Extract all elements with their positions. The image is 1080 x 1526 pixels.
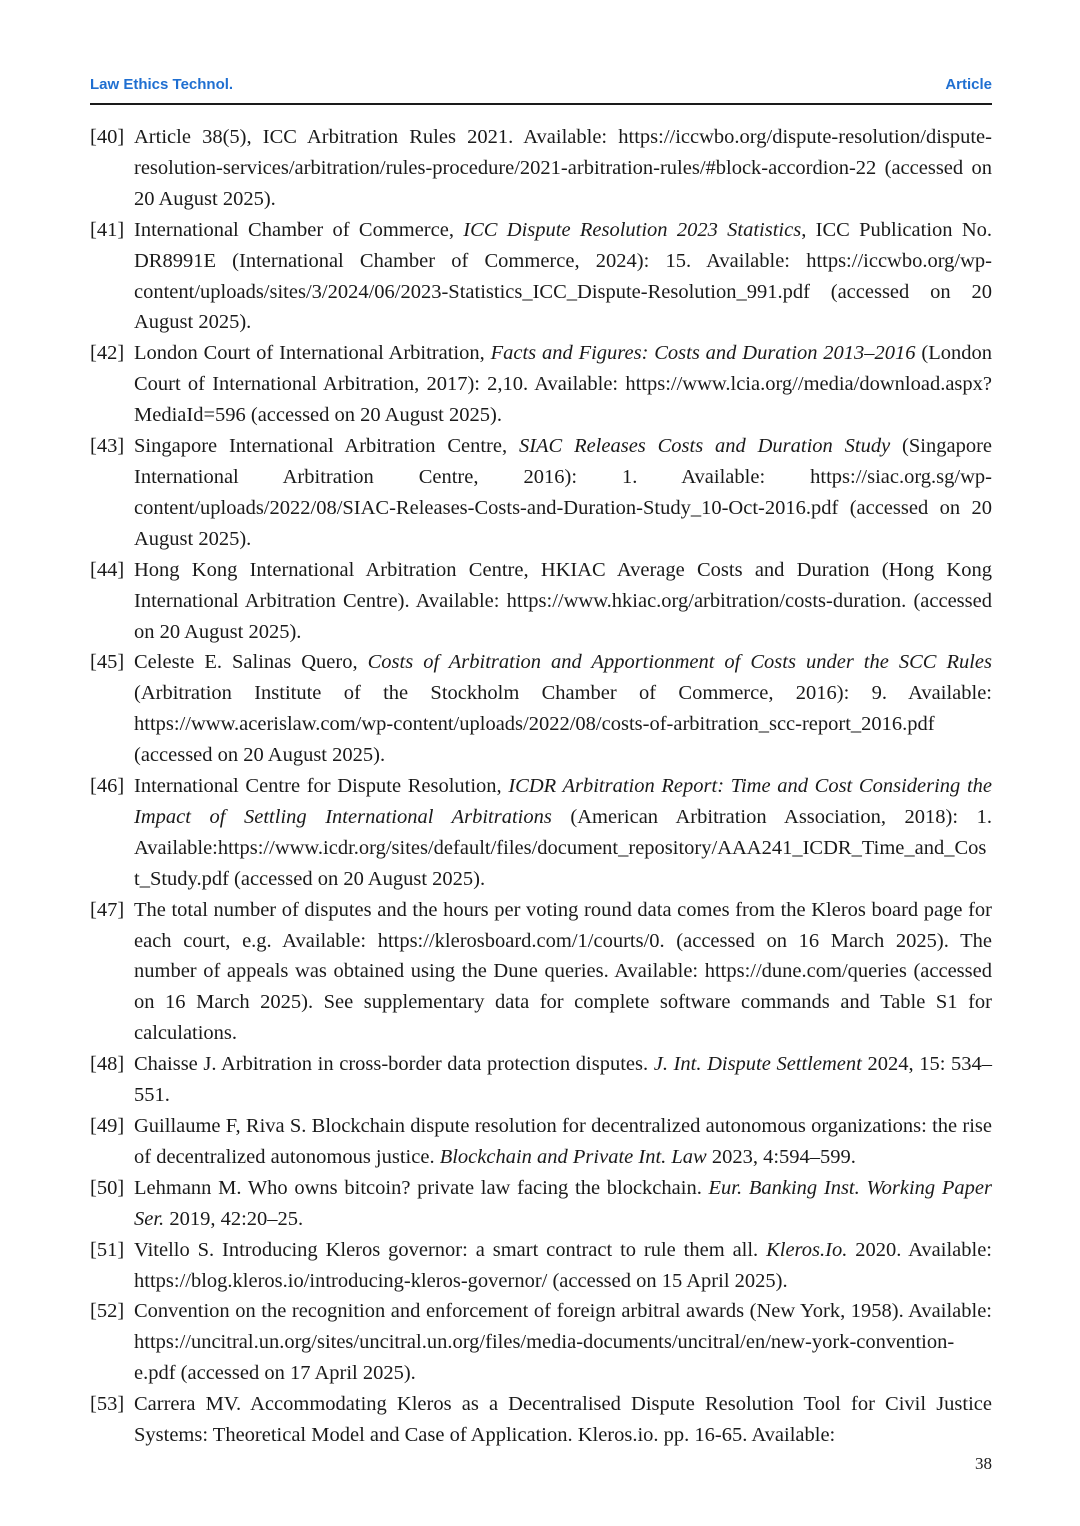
reference-number: [49] [90,1115,125,1137]
reference-text-segment: Article 38(5), ICC Arbitration Rules 2021. Available: https://iccwbo.org/dispute-resolution/dispute-resolution-services/arbitration/rules-procedure/2021-arbitration-rules/#block-accordion-22 (accessed on 20 August 2025). [134,126,992,210]
reference-text [134,559,992,643]
reference-text-segment: (American Arbitration Association, 2018): 1. Available:https://www.icdr.org/sites/default/files/document_repository/AAA241_ICDR_Time_and_Cost_Study.pdf (accessed on 20 August 2025). [134,805,992,890]
reference-text-segment: 2019, 42:20–25. [164,1207,304,1230]
reference-item [90,122,992,215]
reference-title-italic: ICDR Arbitration Report: Time and Cost Considering the Impact of Settling International Arbitrations [134,775,993,828]
reference-item [90,215,992,339]
reference-text-segment: Convention on the recognition and enforcement of foreign arbitral awards (New York, 1958). Available: https://uncitral.un.org/sites/uncitral.un.org/files/media-documents/uncitral/en/new-york-convention-e.pdf (accessed on 17 April 2025). [134,1300,992,1385]
reference-item [90,1296,992,1389]
running-header [90,76,992,98]
reference-number: [41] [90,218,125,241]
reference-text [134,775,992,890]
reference-text [134,651,992,766]
reference-text [134,1115,992,1168]
reference-text [134,1300,992,1384]
reference-text-segment: Chaisse J. Arbitration in cross-border data protection disputes. [134,1053,654,1076]
reference-text [134,1177,992,1230]
reference-number: [52] [90,1300,125,1323]
reference-item [90,895,992,1050]
reference-text [134,1393,992,1446]
reference-text-segment: (Singapore International Arbitration Centre, 2016): 1. Available: https://siac.org.sg/wp-content/uploads/2022/08/SIAC-Releases-Costs-and-Duration-Study_10-Oct-2016.pdf (accessed on 20 August 2025). [134,435,992,550]
reference-item [90,431,992,555]
reference-text-segment: International Centre for Dispute Resolution, [134,775,509,798]
reference-number: [46] [90,775,125,798]
reference-number: [47] [90,898,125,921]
reference-text-segment: 2023, 4:594–599. [706,1145,856,1168]
reference-number: [51] [90,1238,125,1261]
reference-number: [48] [90,1053,125,1076]
reference-text-segment: 2020. Available: https://blog.kleros.io/introducing-kleros-governor/ (accessed on 15 April 2025). [134,1238,992,1292]
reference-title-italic: Kleros.Io. [766,1238,848,1261]
reference-text-segment: Vitello S. Introducing Kleros governor: a smart contract to rule them all. [134,1238,767,1261]
reference-list [90,122,992,1451]
reference-text-segment: Hong Kong International Arbitration Centre, HKIAC Average Costs and Duration (Hong Kong International Arbitration Centre). Available: https://www.hkiac.org/arbitration/costs-duration. (accessed on 20 August 2025). [134,558,992,643]
reference-item [90,1173,992,1235]
reference-item [90,338,992,431]
reference-item [90,771,992,895]
reference-text [134,899,992,1045]
reference-text-segment: 2024, 15: 534–551. [134,1053,992,1107]
header-rule [90,103,992,105]
reference-number: [40] [90,126,125,148]
reference-title-italic: SIAC Releases Costs and Duration Study [518,435,891,458]
reference-item [90,647,992,771]
reference-number: [50] [90,1176,125,1199]
reference-item [90,1235,992,1297]
reference-text-segment: (London Court of International Arbitration, 2017): 2,10. Available: https://www.lcia.org//media/download.aspx?MediaId=596 (accessed on 20 August 2025). [134,342,992,427]
reference-number: [43] [90,435,125,458]
reference-title-italic: Eur. Banking Inst. Working Paper Ser. [134,1176,992,1230]
reference-number: [44] [90,558,125,581]
reference-item [90,1049,992,1111]
reference-title-italic: ICC Dispute Resolution 2023 Statistics [463,218,802,241]
reference-item [90,555,992,648]
reference-text [134,126,992,210]
reference-text-segment: , ICC Publication No. DR8991E (International Chamber of Commerce, 2024): 15. Available: https://iccwbo.org/wp-content/uploads/sites/3/2024/06/2023-Statistics_ICC_Dispute-Resolution_991.pdf (accessed on 20 August 2025). [134,218,993,334]
reference-text-segment: Guillaume F, Riva S. Blockchain dispute resolution for decentralized autonomous organizations: the rise of decentralized autonomous justice. [134,1115,992,1168]
reference-text-segment: Singapore International Arbitration Centre, [134,435,519,458]
reference-item [90,1389,992,1451]
page-number: 38 [975,1454,992,1473]
reference-title-italic: Costs of Arbitration and Apportionment of Costs under the SCC Rules [367,651,993,674]
reference-text-segment: The total number of disputes and the hours per voting round data comes from the Kleros board page for each court, e.g. Available: https://klerosboard.com/1/courts/0. (accessed on 16 March 2025). The number of appeals was obtained using the Dune queries. Available: https://dune.com/queries (accessed on 16 March 2025). See supplementary data for complete software commands and Table S1 for calculations. [134,898,992,1045]
reference-item [90,1111,992,1173]
reference-title-italic: Facts and Figures: Costs and Duration 2013–2016 [490,342,916,365]
reference-text [134,342,992,426]
reference-text-segment: London Court of International Arbitration, [134,342,491,365]
reference-text [134,435,992,550]
reference-text [134,1053,992,1106]
reference-text-segment: (Arbitration Institute of the Stockholm Chamber of Commerce, 2016): 9. Available: https://www.acerislaw.com/wp-content/uploads/2022/08/costs-of-arbitration_scc-report_2016.pdf (accessed on 20 August 2025). [134,682,992,767]
reference-text-segment: Celeste E. Salinas Quero, [134,651,368,674]
reference-title-italic: Blockchain and Private Int. Law [439,1145,707,1168]
reference-title-italic: J. Int. Dispute Settlement [653,1053,862,1076]
reference-number: [45] [90,651,125,674]
article-type-label: Article [945,76,992,93]
journal-name: Law Ethics Technol. [90,76,234,93]
reference-number: [53] [90,1393,125,1416]
reference-text [134,1239,992,1292]
reference-text-segment: Lehmann M. Who owns bitcoin? private law facing the blockchain. [134,1176,709,1199]
reference-text [134,219,992,334]
reference-text-segment: Carrera MV. Accommodating Kleros as a Decentralised Dispute Resolution Tool for Civil Justice Systems: Theoretical Model and Case of Application. Kleros.io. pp. 16-65. Available: [134,1393,992,1447]
reference-number: [42] [90,342,125,365]
reference-text-segment: International Chamber of Commerce, [134,218,464,241]
